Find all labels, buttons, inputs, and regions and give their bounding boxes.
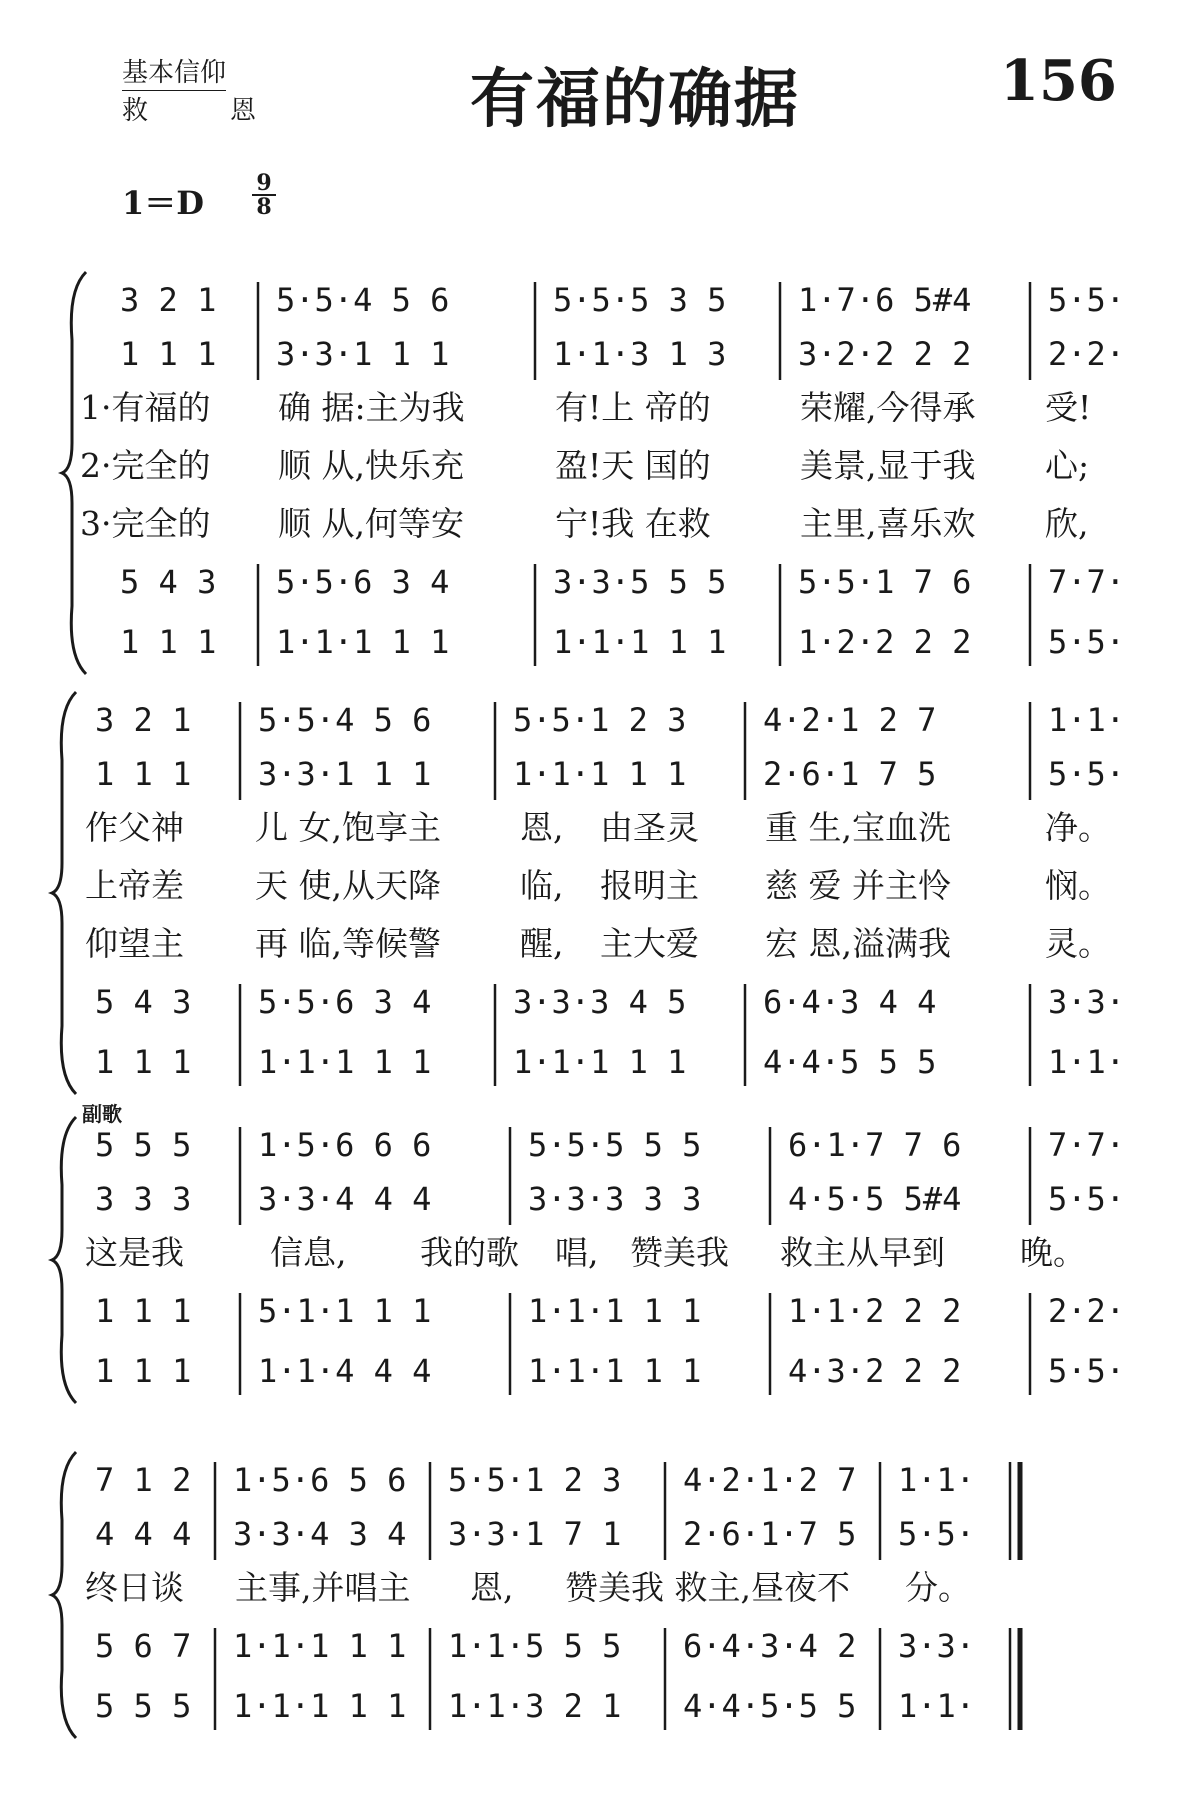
tenor-row-segment: 1·1·2 2 2 xyxy=(788,1292,962,1330)
alto-row-segment: 3·3·1 1 1 xyxy=(276,335,450,373)
alto-row-segment: 1 1 1 xyxy=(95,755,192,793)
bass-row xyxy=(0,622,1200,662)
bass-row-segment: 1 1 1 xyxy=(95,1352,192,1390)
alto-row-segment: 3·3·1 1 1 xyxy=(258,755,432,793)
alto-row-segment: 3·2·2 2 2 xyxy=(798,335,972,373)
tenor-row xyxy=(0,1626,1200,1666)
bass-row-segment: 4·4·5 5 5 xyxy=(763,1043,937,1081)
hymn-number: 156 xyxy=(1000,48,1117,114)
bass-row-segment: 1·1·1 1 1 xyxy=(513,1043,687,1081)
tenor-row-segment: 1·1·1 1 1 xyxy=(528,1292,702,1330)
lyric-row-segment: 3·完全的 xyxy=(80,504,211,543)
bass-row-segment: 1·2·2 2 2 xyxy=(798,623,972,661)
lyric-row xyxy=(0,504,1200,544)
soprano-row xyxy=(0,1125,1200,1165)
lyric-row-segment: 重 生,宝血洗 xyxy=(765,808,951,847)
lyric-row xyxy=(0,1233,1200,1273)
lyric-row xyxy=(0,866,1200,906)
tenor-row-segment: 6·4·3·4 2 xyxy=(683,1627,857,1665)
bass-row-segment: 1·1·3 2 1 xyxy=(448,1687,622,1725)
tenor-row xyxy=(0,982,1200,1022)
time-denominator: 8 xyxy=(256,194,272,220)
lyric-row-segment: 美景,显于我 xyxy=(800,446,976,485)
lyric-row-segment: 2·完全的 xyxy=(80,446,211,485)
bass-row-segment: 4·4·5·5 5 xyxy=(683,1687,857,1725)
tenor-row-segment: 5·5·6 3 4 xyxy=(258,983,432,1021)
tenor-row-segment: 1·1·5 5 5 xyxy=(448,1627,622,1665)
alto-row-segment: 5·5· xyxy=(1048,755,1126,793)
alto-row-segment: 2·6·1 7 5 xyxy=(763,755,937,793)
soprano-row-segment: 1·7·6 5#4 xyxy=(798,281,972,319)
tenor-row-segment: 7·7· xyxy=(1048,563,1126,601)
alto-row-segment: 1·1·3 1 3 xyxy=(553,335,727,373)
lyric-row-segment: 我的歌 xyxy=(420,1233,519,1272)
alto-row xyxy=(0,754,1200,794)
alto-row xyxy=(0,1179,1200,1219)
lyric-row-segment: 再 临,等候警 xyxy=(255,924,441,963)
alto-row-segment: 3·3·4 3 4 xyxy=(233,1515,407,1553)
lyric-row-segment: 恩, xyxy=(470,1568,514,1607)
soprano-row-segment: 1·5·6 6 6 xyxy=(258,1126,432,1164)
lyric-row-segment: 由圣灵 xyxy=(600,808,699,847)
tenor-row-segment: 5 6 7 xyxy=(95,1627,192,1665)
alto-row-segment: 1 1 1 xyxy=(120,335,217,373)
lyric-row-segment: 欣, xyxy=(1045,504,1089,543)
bass-row-segment: 1·1·1 1 1 xyxy=(528,1352,702,1390)
alto-row-segment: 3 3 3 xyxy=(95,1180,192,1218)
lyric-row xyxy=(0,388,1200,428)
soprano-row-segment: 5·5·4 5 6 xyxy=(258,701,432,739)
alto-row-segment: 2·6·1·7 5 xyxy=(683,1515,857,1553)
alto-row-segment: 4 4 4 xyxy=(95,1515,192,1553)
tenor-row-segment: 5 4 3 xyxy=(95,983,192,1021)
soprano-row-segment: 7·7· xyxy=(1048,1126,1126,1164)
tenor-row-segment: 3·3· xyxy=(1048,983,1126,1021)
lyric-row-segment: 终日谈 xyxy=(85,1568,184,1607)
lyric-row-segment: 作父神 xyxy=(85,808,184,847)
hymn-title: 有福的确据 xyxy=(470,62,800,137)
soprano-row-segment: 6·1·7 7 6 xyxy=(788,1126,962,1164)
lyric-row-segment: 1·有福的 xyxy=(80,388,211,427)
lyric-row-segment: 受! xyxy=(1045,388,1092,427)
tenor-row xyxy=(0,562,1200,602)
soprano-row-segment: 5·5·1 2 3 xyxy=(448,1461,622,1499)
alto-row-segment: 4·5·5 5#4 xyxy=(788,1180,962,1218)
soprano-row-segment: 5·5·5 5 5 xyxy=(528,1126,702,1164)
tenor-row-segment: 5·5·1 7 6 xyxy=(798,563,972,601)
tenor-row-segment: 1 1 1 xyxy=(95,1292,192,1330)
lyric-row-segment: 儿 女,饱享主 xyxy=(255,808,441,847)
lyric-row-segment: 慈 爱 并主怜 xyxy=(765,866,951,905)
tenor-row-segment: 5·1·1 1 1 xyxy=(258,1292,432,1330)
lyric-row-segment: 恩, xyxy=(520,808,564,847)
lyric-row-segment: 顺 从,何等安 xyxy=(278,504,464,543)
soprano-row xyxy=(0,1460,1200,1500)
bass-row-segment: 5·5· xyxy=(1048,1352,1126,1390)
bass-row-segment: 1 1 1 xyxy=(120,623,217,661)
lyric-row-segment: 荣耀,今得承 xyxy=(800,388,976,427)
soprano-row-segment: 5 5 5 xyxy=(95,1126,192,1164)
bass-row xyxy=(0,1042,1200,1082)
soprano-row-segment: 1·1· xyxy=(1048,701,1126,739)
soprano-row-segment: 3 2 1 xyxy=(120,281,217,319)
lyric-row-segment: 仰望主 xyxy=(85,924,184,963)
category-main: 基本信仰 xyxy=(122,56,226,91)
soprano-row xyxy=(0,700,1200,740)
lyric-row-segment: 主里,喜乐欢 xyxy=(800,504,976,543)
bass-row-segment: 5 5 5 xyxy=(95,1687,192,1725)
alto-row-segment: 5·5· xyxy=(898,1515,976,1553)
bass-row-segment: 1·1· xyxy=(1048,1043,1126,1081)
lyric-row xyxy=(0,1568,1200,1608)
bass-row xyxy=(0,1351,1200,1391)
lyric-row-segment: 救主从早到 xyxy=(780,1233,945,1272)
time-numerator: 9 xyxy=(252,172,276,196)
alto-row-segment: 2·2· xyxy=(1048,335,1126,373)
bass-row-segment: 1·1·1 1 1 xyxy=(276,623,450,661)
category-sub: 救 恩 xyxy=(122,96,285,126)
lyric-row xyxy=(0,924,1200,964)
tenor-row-segment: 3·3· xyxy=(898,1627,976,1665)
lyric-row-segment: 这是我 xyxy=(85,1233,184,1272)
bass-row-segment: 1·1· xyxy=(898,1687,976,1725)
soprano-row-segment: 5·5· xyxy=(1048,281,1126,319)
tenor-row-segment: 2·2· xyxy=(1048,1292,1126,1330)
soprano-row-segment: 3 2 1 xyxy=(95,701,192,739)
bass-row-segment: 5·5· xyxy=(1048,623,1126,661)
tenor-row-segment: 5 4 3 xyxy=(120,563,217,601)
lyric-row-segment: 主事,并唱主 xyxy=(235,1568,411,1607)
lyric-row-segment: 悯。 xyxy=(1045,866,1111,905)
alto-row-segment: 3·3·3 3 3 xyxy=(528,1180,702,1218)
soprano-row-segment: 4·2·1·2 7 xyxy=(683,1461,857,1499)
tenor-row-segment: 5·5·6 3 4 xyxy=(276,563,450,601)
lyric-row xyxy=(0,808,1200,848)
lyric-row-segment: 唱, xyxy=(555,1233,599,1272)
alto-row-segment: 1·1·1 1 1 xyxy=(513,755,687,793)
soprano-row-segment: 7 1 2 xyxy=(95,1461,192,1499)
lyric-row-segment: 醒, xyxy=(520,924,564,963)
tenor-row xyxy=(0,1291,1200,1331)
alto-row-segment: 3·3·4 4 4 xyxy=(258,1180,432,1218)
lyric-row-segment: 上帝差 xyxy=(85,866,184,905)
soprano-row-segment: 4·2·1 2 7 xyxy=(763,701,937,739)
lyric-row-segment: 灵。 xyxy=(1045,924,1111,963)
lyric-row xyxy=(0,446,1200,486)
alto-row xyxy=(0,1514,1200,1554)
lyric-row-segment: 主大爱 xyxy=(600,924,699,963)
lyric-row-segment: 净。 xyxy=(1045,808,1111,847)
tenor-row-segment: 1·1·1 1 1 xyxy=(233,1627,407,1665)
lyric-row-segment: 分。 xyxy=(905,1568,971,1607)
lyric-row-segment: 心; xyxy=(1045,446,1090,485)
bass-row-segment: 1·1·1 1 1 xyxy=(553,623,727,661)
lyric-row-segment: 盈!天 国的 xyxy=(555,446,711,485)
soprano-row-segment: 5·5·5 3 5 xyxy=(553,281,727,319)
lyric-row-segment: 报明主 xyxy=(600,866,699,905)
alto-row-segment: 5·5· xyxy=(1048,1180,1126,1218)
chorus-label: 副歌 xyxy=(82,1102,122,1126)
bass-row-segment: 1 1 1 xyxy=(95,1043,192,1081)
tenor-row-segment: 6·4·3 4 4 xyxy=(763,983,937,1021)
lyric-row-segment: 顺 从,快乐充 xyxy=(278,446,464,485)
key-signature: 1＝D xyxy=(122,184,205,222)
bass-row-segment: 4·3·2 2 2 xyxy=(788,1352,962,1390)
bass-row-segment: 1·1·4 4 4 xyxy=(258,1352,432,1390)
lyric-row-segment: 赞美我 xyxy=(630,1233,729,1272)
lyric-row-segment: 赞美我 救主,昼夜不 xyxy=(565,1568,850,1607)
tenor-row-segment: 3·3·3 4 5 xyxy=(513,983,687,1021)
bass-row-segment: 1·1·1 1 1 xyxy=(233,1687,407,1725)
soprano-row-segment: 1·5·6 5 6 xyxy=(233,1461,407,1499)
bass-row-segment: 1·1·1 1 1 xyxy=(258,1043,432,1081)
lyric-row-segment: 信息, xyxy=(270,1233,347,1272)
soprano-row xyxy=(0,280,1200,320)
lyric-row-segment: 天 使,从天降 xyxy=(255,866,441,905)
lyric-row-segment: 宁!我 在救 xyxy=(555,504,711,543)
lyric-row-segment: 晚。 xyxy=(1020,1233,1086,1272)
alto-row xyxy=(0,334,1200,374)
soprano-row-segment: 5·5·4 5 6 xyxy=(276,281,450,319)
lyric-row-segment: 有!上 帝的 xyxy=(555,388,711,427)
lyric-row-segment: 确 据:主为我 xyxy=(278,388,465,427)
soprano-row-segment: 5·5·1 2 3 xyxy=(513,701,687,739)
alto-row-segment: 3·3·1 7 1 xyxy=(448,1515,622,1553)
tenor-row-segment: 3·3·5 5 5 xyxy=(553,563,727,601)
soprano-row-segment: 1·1· xyxy=(898,1461,976,1499)
lyric-row-segment: 宏 恩,溢满我 xyxy=(765,924,951,963)
lyric-row-segment: 临, xyxy=(520,866,564,905)
bass-row xyxy=(0,1686,1200,1726)
